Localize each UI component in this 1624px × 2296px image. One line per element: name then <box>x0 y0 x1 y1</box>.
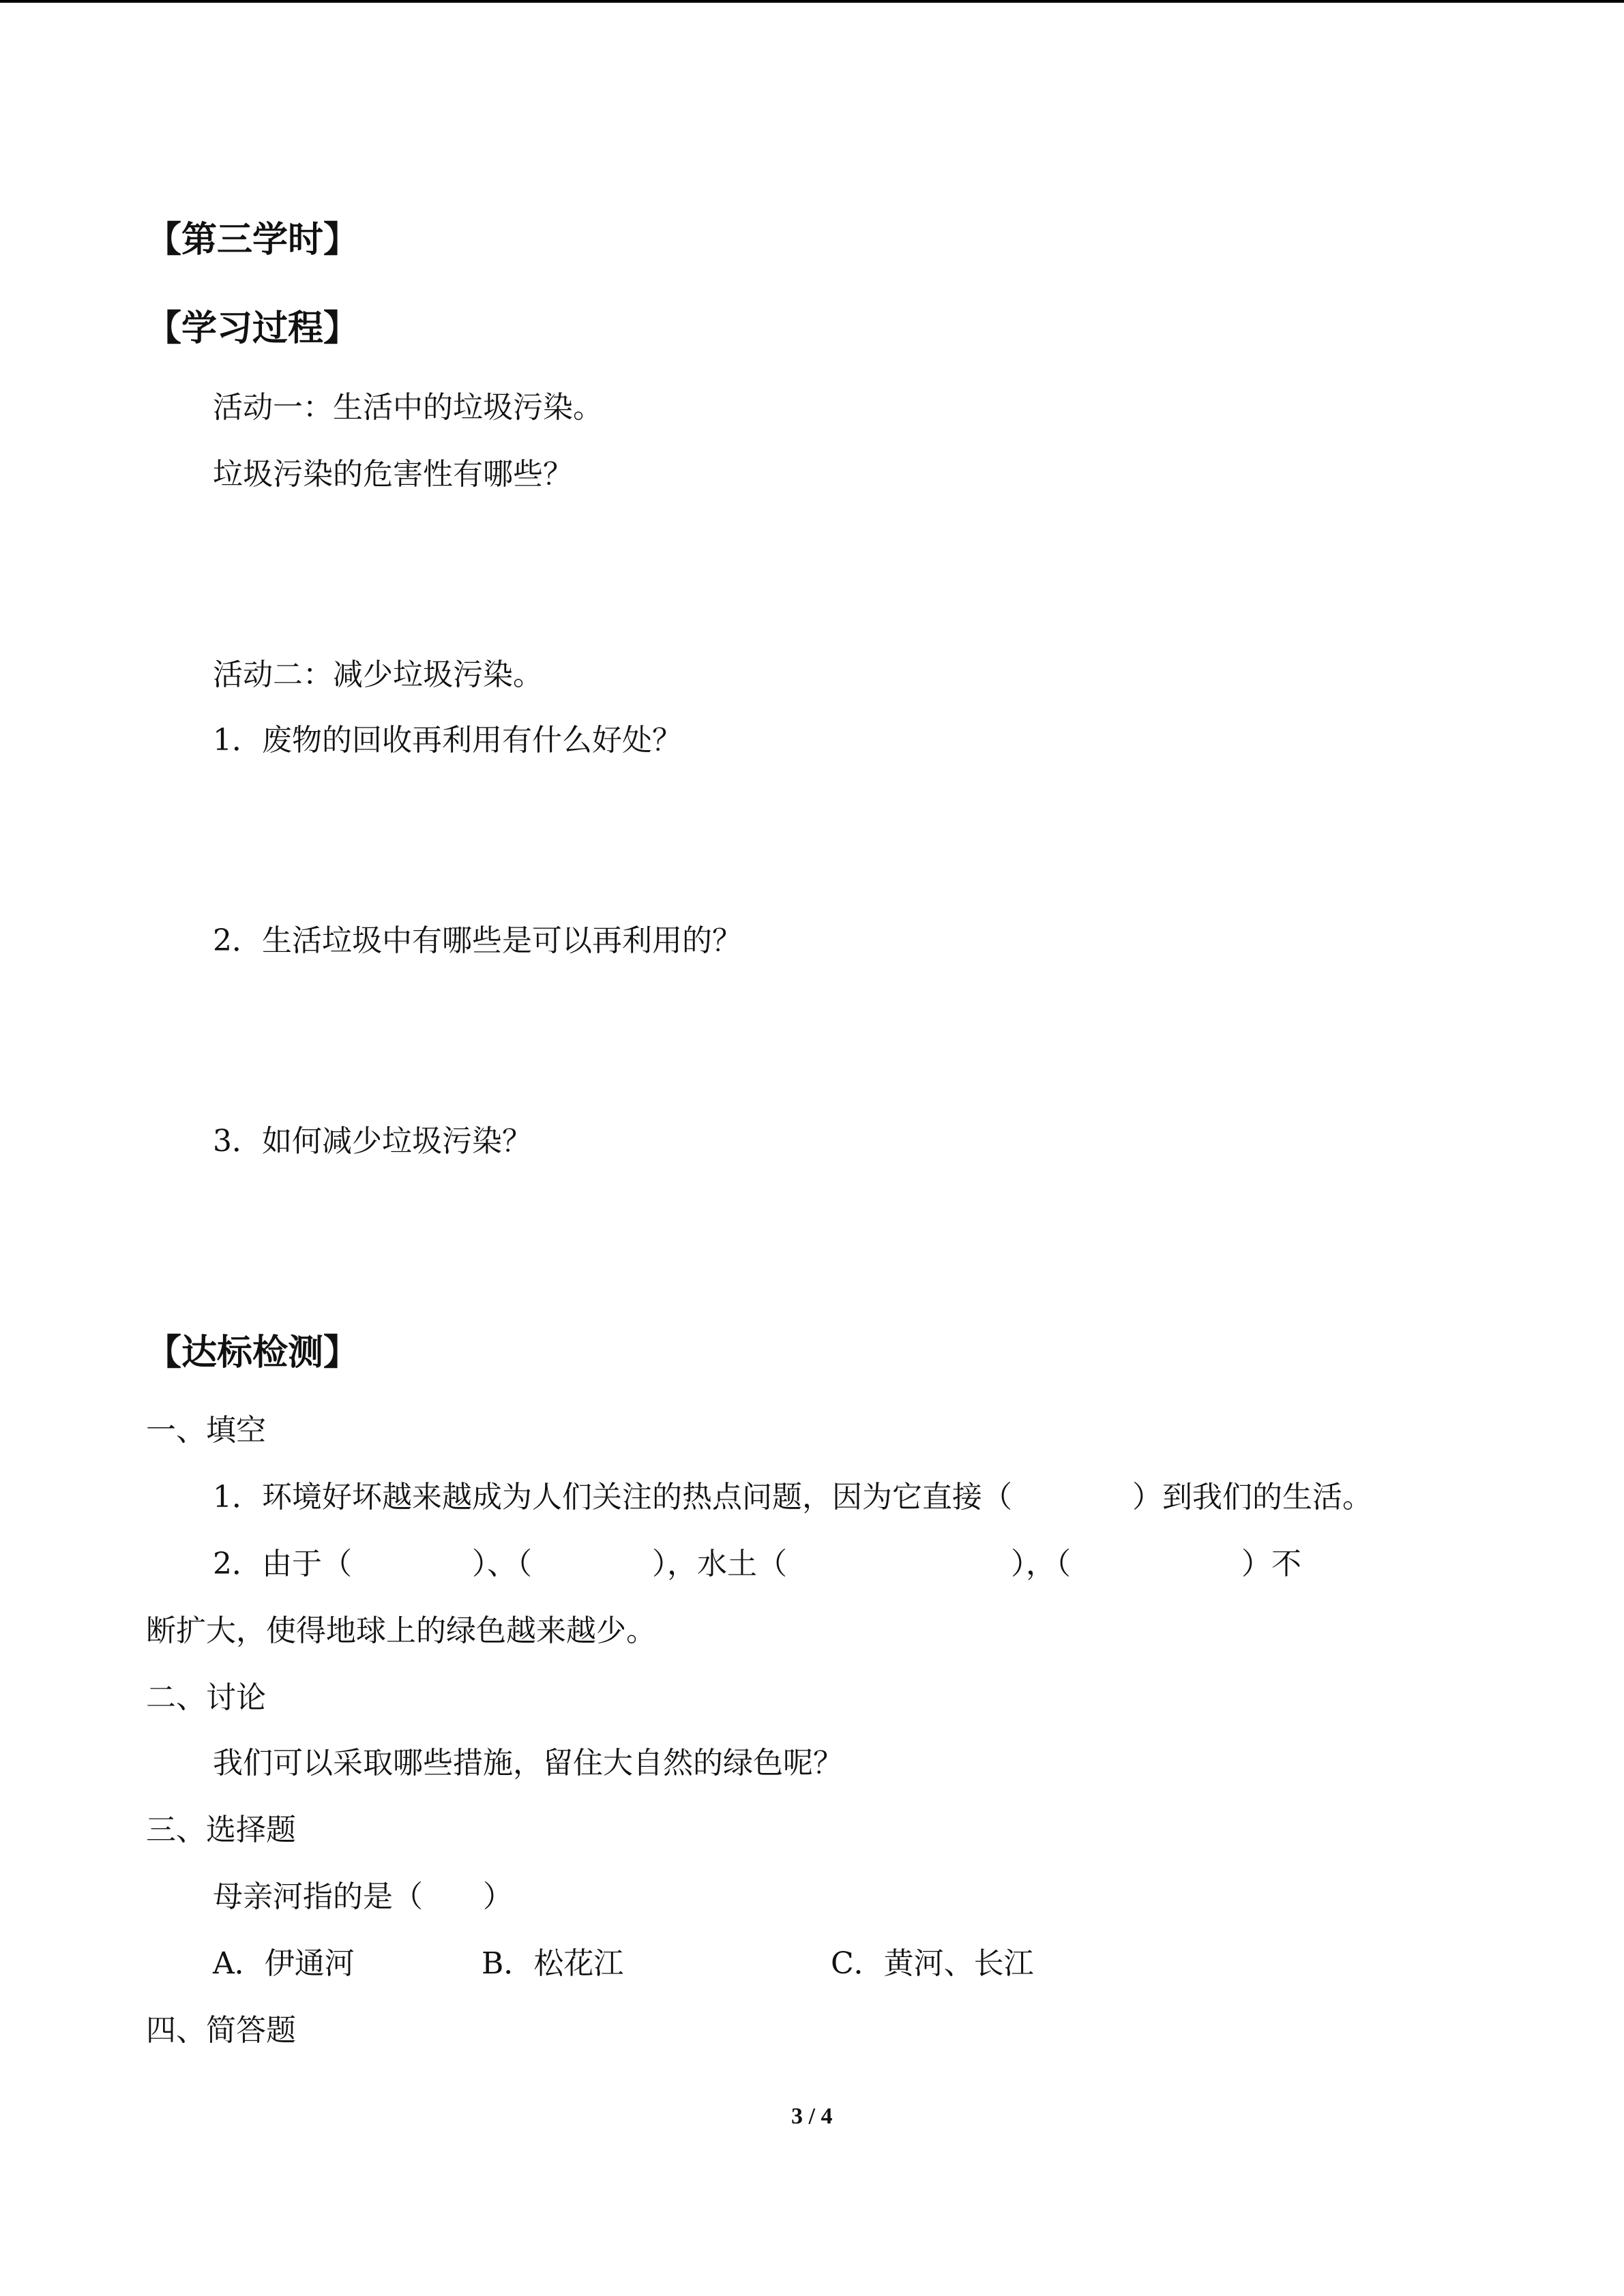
section-heading-process: 【学习过程】 <box>146 308 359 349</box>
activity1-question: 垃圾污染的危害性有哪些？ <box>213 457 573 492</box>
part3-question-close: ） <box>483 1879 513 1914</box>
activity1-title: 活动一：生活中的垃圾污染。 <box>213 390 603 425</box>
page-number: 3 / 4 <box>791 2104 833 2129</box>
fill-blank-1-text-b: ）到我们的生活。 <box>1132 1480 1372 1515</box>
activity2-question-2: 2．生活垃圾中有哪些是可以再利用的？ <box>213 923 742 958</box>
fill-blank-2-text-c: ），水土（ <box>652 1547 787 1581</box>
activity2-question-3: 3．如何减少垃圾污染？ <box>213 1124 532 1159</box>
option-a: A．伊通河 <box>213 1946 355 1981</box>
part3-question <box>213 1878 513 1916</box>
fill-blank-2-text-e: ）不 <box>1241 1547 1301 1581</box>
part3-question-text: 母亲河指的是（ <box>213 1879 423 1914</box>
part3-title: 三、选择题 <box>146 1813 296 1847</box>
section-heading-period: 【第三学时】 <box>146 220 359 260</box>
fill-blank-item-1 <box>213 1478 1372 1517</box>
fill-blank-2-text-b: ）、（ <box>472 1547 532 1581</box>
fill-blank-2-text-a: 2．由于（ <box>213 1547 352 1581</box>
fill-blank-item-2 <box>213 1545 1301 1583</box>
fill-blank-item-2-continued: 断扩大，使得地球上的绿色越来越少。 <box>146 1613 656 1648</box>
option-b: B．松花江 <box>482 1946 624 1981</box>
section-heading-test: 【达标检测】 <box>146 1332 359 1373</box>
fill-blank-1-text-a: 1．环境好坏越来越成为人们关注的热点问题，因为它直接（ <box>213 1480 1012 1515</box>
part1-title: 一、填空 <box>146 1413 266 1448</box>
part4-title: 四、简答题 <box>146 2013 296 2048</box>
option-c: C．黄河、长江 <box>831 1946 1034 1981</box>
part2-title: 二、讨论 <box>146 1680 266 1715</box>
fill-blank-2-text-d: ），（ <box>1011 1547 1071 1581</box>
top-border-line <box>0 0 1624 3</box>
part2-question: 我们可以采取哪些措施，留住大自然的绿色呢？ <box>213 1746 843 1780</box>
activity2-title: 活动二：减少垃圾污染。 <box>213 657 543 692</box>
activity2-question-1: 1．废物的回收再利用有什么好处？ <box>213 723 682 758</box>
